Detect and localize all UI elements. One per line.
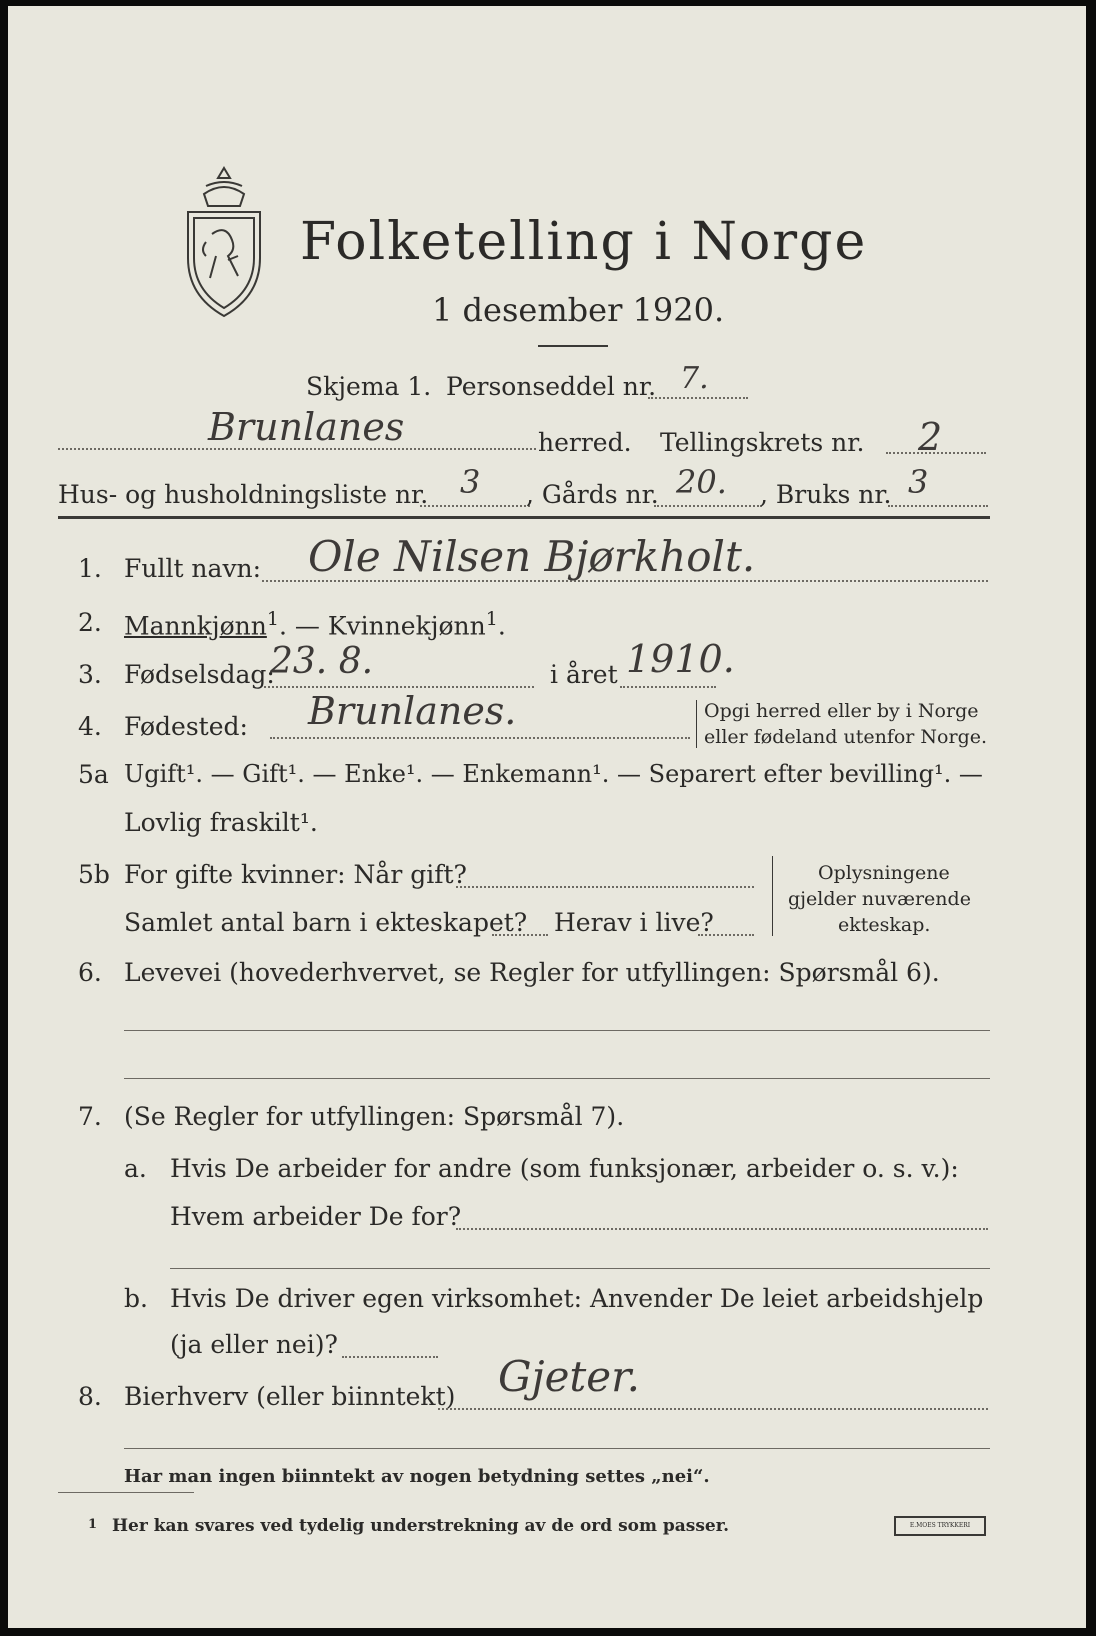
q7-label: (Se Regler for utfyllingen: Spørsmål 7). bbox=[124, 1102, 625, 1131]
gards-value: 20. bbox=[676, 463, 727, 501]
side-occupation-line-2 bbox=[124, 1448, 990, 1449]
hired-help-line bbox=[342, 1356, 438, 1358]
title-divider bbox=[538, 345, 608, 347]
q6-number: 6. bbox=[78, 958, 102, 987]
q2-number: 2. bbox=[78, 608, 102, 637]
birthplace-value: Brunlanes. bbox=[308, 689, 517, 733]
marriage-note-3: ekteskap. bbox=[838, 914, 931, 936]
form-title: Folketelling i Norge bbox=[300, 212, 868, 272]
livelihood-label: Levevei (hovederhvervet, se Regler for utfyllingen: Spørsmål 6). bbox=[124, 958, 940, 987]
q7-number: 7. bbox=[78, 1102, 102, 1131]
marriage-bracket bbox=[772, 856, 779, 936]
printer-stamp: E.MOES TRYKKERI bbox=[894, 1516, 986, 1536]
q4-label: Fødested: bbox=[124, 712, 248, 741]
alive-line bbox=[698, 934, 754, 936]
female-option: Kvinnekjønn bbox=[327, 611, 486, 641]
q3-number: 3. bbox=[78, 660, 102, 689]
marriage-note-1: Oplysningene bbox=[818, 862, 950, 884]
footnote-rule bbox=[58, 1492, 194, 1493]
tellingskrets-label: Tellingskrets nr. bbox=[660, 428, 865, 457]
children-label: Samlet antal barn i ekteskapet? bbox=[124, 908, 528, 937]
bruks-line bbox=[888, 505, 988, 507]
herred-value: Brunlanes bbox=[208, 405, 405, 449]
gards-line bbox=[654, 505, 762, 507]
tellingskrets-value: 2 bbox=[918, 415, 943, 459]
personseddel-value: 7. bbox=[680, 361, 709, 396]
q4-line bbox=[270, 737, 690, 739]
census-date: 1 desember 1920. bbox=[432, 291, 725, 329]
q4-number: 4. bbox=[78, 712, 102, 741]
marriage-note-2: gjelder nuværende bbox=[788, 888, 971, 910]
hus-value: 3 bbox=[460, 463, 481, 501]
full-name-value: Ole Nilsen Bjørkholt. bbox=[308, 532, 756, 581]
q7b-question: Hvis De driver egen virksomhet: Anvender De leiet arbeidshjelp bbox=[170, 1284, 984, 1313]
hired-help-label: (ja eller nei)? bbox=[170, 1330, 338, 1359]
livelihood-line-2 bbox=[124, 1078, 990, 1079]
q3-label: Fødselsdag: bbox=[124, 660, 275, 689]
birthplace-bracket bbox=[696, 700, 703, 748]
q7a-number: a. bbox=[124, 1154, 147, 1183]
birthplace-note-2: eller fødeland utenfor Norge. bbox=[704, 726, 988, 748]
census-form bbox=[8, 6, 1086, 1628]
q7b-number: b. bbox=[124, 1284, 148, 1313]
q1-label: Fullt navn: bbox=[124, 554, 262, 583]
alive-label: Herav i live? bbox=[554, 908, 714, 937]
q8-number: 8. bbox=[78, 1382, 102, 1411]
bruks-value: 3 bbox=[908, 463, 929, 501]
year-line bbox=[620, 686, 716, 688]
footnote-number: 1 bbox=[88, 1517, 98, 1532]
q7a-question: Hvis De arbeider for andre (som funksjonær, arbeider o. s. v.): bbox=[170, 1154, 959, 1183]
male-option: Mannkjønn bbox=[124, 611, 267, 641]
header-rule bbox=[58, 516, 990, 519]
q3-line bbox=[264, 686, 534, 688]
side-occupation-line bbox=[438, 1408, 988, 1410]
side-occupation-label: Bierhverv (eller biinntekt) bbox=[124, 1382, 456, 1411]
skjema-label: Skjema 1. bbox=[306, 372, 432, 401]
married-when-label: For gifte kvinner: Når gift? bbox=[124, 860, 467, 889]
marital-status-options: Ugift¹. — Gift¹. — Enke¹. — Enkemann¹. — Separert efter bevilling¹. — bbox=[124, 760, 983, 788]
birthday-value: 23. 8. bbox=[270, 641, 374, 682]
personseddel-label: Personseddel nr. bbox=[446, 372, 657, 401]
q2-options: Mannkjønn$^1$. — Kvinnekjønn$^1$. bbox=[124, 608, 506, 641]
hus-label: Hus- og husholdningsliste nr. bbox=[58, 480, 429, 509]
side-occupation-value: Gjeter. bbox=[498, 1352, 640, 1401]
herred-label: herred. bbox=[538, 428, 632, 457]
livelihood-line-1 bbox=[124, 1030, 990, 1031]
hus-line bbox=[420, 505, 530, 507]
year-label: i året bbox=[550, 660, 618, 689]
bruks-label: , Bruks nr. bbox=[760, 480, 892, 509]
coat-of-arms-icon bbox=[176, 164, 272, 324]
employer-label: Hvem arbeider De for? bbox=[170, 1202, 462, 1231]
employer-line bbox=[456, 1228, 988, 1230]
birth-year-value: 1910. bbox=[626, 637, 735, 681]
birthplace-note-1: Opgi herred eller by i Norge bbox=[704, 700, 979, 722]
no-income-note: Har man ingen biinntekt av nogen betydning settes „nei“. bbox=[124, 1466, 710, 1487]
personseddel-line bbox=[648, 397, 748, 399]
q5a-number: 5a bbox=[78, 760, 109, 789]
married-when-line bbox=[456, 886, 754, 888]
q1-number: 1. bbox=[78, 554, 102, 583]
marital-status-options-2: Lovlig fraskilt¹. bbox=[124, 808, 318, 837]
footnote-text: Her kan svares ved tydelig understrekning av de ord som passer. bbox=[112, 1516, 730, 1536]
q5b-number: 5b bbox=[78, 860, 110, 889]
gards-label: , Gårds nr. bbox=[526, 480, 659, 509]
employer-line-2 bbox=[170, 1268, 990, 1269]
children-line bbox=[492, 934, 548, 936]
